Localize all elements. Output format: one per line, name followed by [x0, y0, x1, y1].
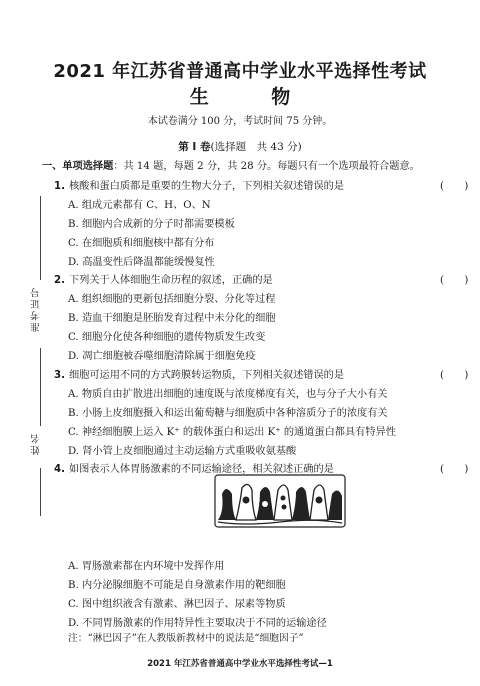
nucleus: [316, 497, 323, 504]
nucleus: [243, 497, 250, 504]
section-label: 一、单项选择题: [42, 161, 114, 172]
part-name: 第 Ⅰ 卷: [178, 141, 211, 153]
question-stem: 1. 核酸和蛋白质都是重要的生物大分子，下列相关叙述错误的是: [54, 181, 345, 192]
question-stem: 2. 下列关于人体细胞生命历程的叙述，正确的是: [54, 275, 273, 286]
margin-line: [40, 196, 41, 280]
option: B. 内分泌腺细胞不可能是自身激素作用的靶细胞: [68, 580, 286, 591]
question-stem: 3. 细胞可运用不同的方式跨膜转运物质，下列相关叙述错误的是: [54, 370, 345, 381]
question-stem: 4. 如图表示人体胃肠激素的不同运输途径，相关叙述正确的是: [54, 464, 334, 475]
option: D. 肾小管上皮细胞通过主动运输方式重吸收氨基酸: [68, 446, 297, 457]
page-footer: 2021 年江苏省普通高中学业水平选择性考试—1: [147, 659, 333, 669]
margin-line: [40, 468, 41, 516]
footnote: 注：“淋巴因子”在人教版新教材中的说法是“细胞因子”: [68, 633, 304, 644]
answer-paren: ( ): [440, 275, 469, 286]
section-heading: [42, 157, 420, 172]
option: B. 造血干细胞是胚胎发育过程中未分化的细胞: [68, 313, 276, 324]
option: D. 不同胃肠激素的作用特异性主要取决于不同的运输途径: [68, 618, 327, 629]
option: B. 小肠上皮细胞摄入和运出葡萄糖与细胞质中各种溶质分子的浓度有关: [68, 408, 388, 419]
option: C. 神经细胞膜上运入 K⁺ 的载体蛋白和运出 K⁺ 的通道蛋白都具有特异性: [68, 427, 396, 438]
gut-hormone-figure: [214, 474, 346, 528]
option: C. 图中组织液含有激素、淋巴因子、尿素等物质: [68, 599, 286, 610]
option: B. 细胞内合成新的分子时都需要模板: [68, 219, 235, 230]
option: D. 高温变性后降温都能缓慢复性: [68, 257, 215, 268]
part-heading: [0, 139, 480, 154]
granule: [282, 505, 287, 510]
answer-paren: ( ): [440, 370, 469, 381]
option: A. 物质自由扩散进出细胞的速度既与浓度梯度有关，也与分子大小有关: [68, 389, 388, 400]
nucleus: [262, 501, 268, 507]
granule: [281, 496, 286, 501]
subject-title: 生 物: [189, 86, 319, 108]
section-desc: ：共 14 题，每题 2 分，共 28 分。每题只有一个选项最符合题意。: [113, 161, 420, 172]
answer-paren: ( ): [440, 181, 469, 192]
option: A. 胃肠激素都在内环境中发挥作用: [68, 561, 225, 572]
option: A. 组成元素都有 C、H、O、N: [68, 200, 211, 211]
exam-note: 本试卷满分 100 分，考试时间 75 分钟。: [147, 116, 333, 127]
option: C. 在细胞质和细胞核中都有分布: [68, 238, 215, 249]
option: C. 细胞分化使各种细胞的遗传物质发生改变: [68, 332, 266, 343]
option: A. 组织细胞的更新包括细胞分裂、分化等过程: [68, 294, 276, 305]
part-desc: (选择题 共 43 分): [210, 141, 302, 153]
answer-paren: ( ): [440, 464, 469, 475]
exam-title: 2021 年江苏省普通高中学业水平选择性考试: [53, 61, 427, 82]
option: D. 凋亡细胞被吞噬细胞清除属于细胞免疫: [68, 351, 256, 362]
margin-line: [40, 348, 41, 426]
margin-label-name: 姓名: [31, 432, 42, 455]
margin-label-exam-id: 准考证号: [31, 286, 42, 332]
